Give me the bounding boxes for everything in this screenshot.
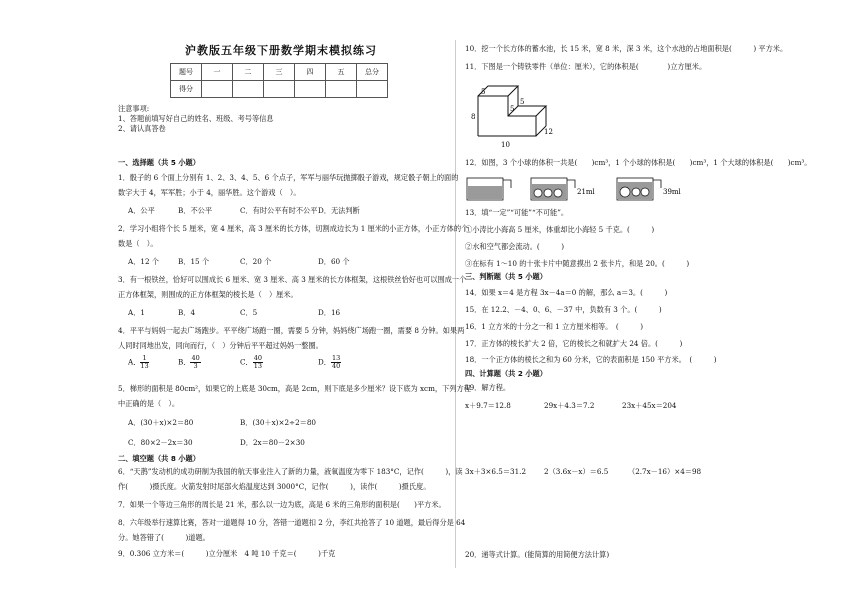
fraction — [253, 355, 263, 370]
question-text: ③在标有 1～10 的十张卡片中随意摸出 2 张卡片，和是 20。( ) — [465, 259, 690, 268]
question-text: 分。她答错了( )道题。 — [118, 533, 210, 542]
option-c[interactable]: C．80×2－2x＝30 — [128, 438, 193, 447]
option-a[interactable] — [128, 355, 149, 370]
option-b[interactable]: B．不公平 — [178, 206, 213, 215]
option-d[interactable]: D．无法判断 — [318, 206, 360, 215]
fraction-denominator: 3 — [193, 361, 198, 370]
score-header-cell: 题号 — [171, 64, 202, 81]
question-text: 1．骰子的 6 个面上分别有 1、2、3、4、5、6 个点子，军军与丽华玩抛掷骰子游戏，规定骰子朝上的面的 — [118, 173, 459, 182]
score-header-cell: 一 — [202, 64, 233, 81]
score-header-cell: 总分 — [357, 64, 388, 81]
fraction-numerator: 1 — [140, 355, 148, 363]
dimension-label: 12 — [544, 128, 553, 136]
equation: 2（3.6x－x）＝6.5 — [544, 467, 609, 476]
score-header-cell: 二 — [233, 64, 264, 81]
question-text: 6．“天鹊”发动机的成功研制为我国的航天事业注入了新的力量，液氧温度为零下 183°C，记作( )，读 — [118, 467, 463, 476]
score-cell[interactable] — [326, 81, 357, 98]
question-text: 12．如图，3 个小球的体积一共是( )cm³，1 个小球的体积是( )cm³，1 个大球的体积是( )cm³。 — [465, 158, 812, 167]
question-text: 中正确的是（ ）。 — [118, 399, 180, 408]
question-text: 4．平平与妈妈一起去广场跑步。平平绕广场跑一圈，需要 5 分钟，妈妈绕广场跑一圈，需要 8 分钟。如果两 — [118, 326, 465, 335]
equation: （2.7x－16）×4＝98 — [628, 467, 702, 476]
dimension-label: 10 — [501, 141, 510, 149]
question-text: ②水和空气都会流动。( ) — [465, 242, 565, 251]
question-text: 14．如果 x＝4 是方程 3x－4a＝0 的解，那么 a＝3。( ) — [465, 288, 668, 297]
section-heading: 四、计算题（共 2 小题） — [465, 369, 547, 378]
option-c[interactable]: C．5 — [240, 308, 258, 317]
equation: x＋9.7＝12.8 — [465, 401, 511, 410]
question-text: 数是（ ）。 — [118, 239, 158, 248]
option-c[interactable]: C．有时公平有时不公平 — [240, 206, 318, 215]
fraction-denominator: 40 — [331, 361, 341, 370]
section-heading: 二、填空题（共 8 小题） — [118, 454, 200, 463]
option-b[interactable] — [178, 355, 201, 370]
beakers-figure — [465, 174, 695, 204]
question-text: 正方体框架，则围成的正方体框架的棱长是（ ）厘米。 — [118, 290, 298, 299]
dimension-label: 5 — [510, 105, 515, 113]
score-table — [170, 63, 388, 98]
question-text: 13．填“一定”“可能”“不可能”。 — [465, 208, 569, 217]
option-d[interactable]: D．60 个 — [318, 257, 350, 266]
section-heading: 三、判断题（共 5 小题） — [465, 272, 547, 281]
question-text: 7．如果一个等边三角形的周长是 21 米，那么以一边为底，高是 6 米的三角形的面积是( )平方米。 — [118, 500, 446, 509]
score-header-cell: 四 — [295, 64, 326, 81]
question-text: 9．0.306 立方米＝( )立分厘米 4 吨 10 千克＝( )千克 — [118, 549, 336, 558]
fraction-denominator: 13 — [253, 361, 262, 370]
option-a[interactable]: A．公平 — [128, 206, 155, 215]
question-text: 作( )摄氏度。火箭发射时尾部火焰温度达到 3000°C，记作( )，读作( )摄氏度。 — [118, 482, 431, 491]
dimension-label: 5 — [520, 98, 525, 106]
notes-title: 注意事项: — [118, 104, 150, 113]
question-text: 8．六年级举行速算比赛，答对一道题得 10 分，答错一道题扣 2 分，李红共抢答了 10 道题，最后得分是 64 — [118, 518, 466, 527]
section-heading: 一、选择题（共 5 小题） — [118, 158, 200, 167]
option-b[interactable]: B．15 个 — [178, 257, 210, 266]
question-text: 15．在 12.2、－4、0、6、－37 中，负数有 3 个。( ) — [465, 305, 662, 314]
column-divider — [455, 40, 456, 568]
score-header-cell: 五 — [326, 64, 357, 81]
option-b[interactable]: B．4 — [178, 308, 196, 317]
equation: 29x＋4.3＝7.2 — [544, 401, 595, 410]
score-cell[interactable] — [295, 81, 326, 98]
option-label: A． — [128, 357, 141, 367]
note-line: 1、答题前填写好自己的姓名、班级、考号等信息 — [118, 114, 274, 123]
question-text: 10．挖一个长方体的蓄水池，长 15 米，宽 8 米，深 3 米，这个水池的占地面积是( ) 平方米。 — [465, 44, 788, 53]
score-cell[interactable] — [202, 81, 233, 98]
page-title: 沪教版五年级下册数学期末模拟练习 — [185, 44, 377, 57]
fraction — [331, 355, 341, 370]
score-header-cell: 三 — [264, 64, 295, 81]
fraction-numerator: 40 — [191, 354, 200, 362]
fraction — [140, 355, 148, 370]
option-a[interactable]: A．(30＋x)×2＝80 — [128, 418, 194, 427]
fraction-numerator: 13 — [331, 354, 341, 362]
note-line: 2、请认真答卷 — [118, 124, 166, 133]
dimension-label: 8 — [471, 113, 476, 121]
option-b[interactable]: B．(30＋x)×2÷2＝80 — [240, 418, 316, 427]
option-c[interactable] — [240, 355, 263, 370]
question-text: 20．递等式计算。(能简算的用简便方法计算) — [465, 550, 610, 559]
question-text: 17．正方体的棱长扩大 2 倍，它的棱长之和就扩大 24 倍。( ) — [465, 339, 683, 348]
option-d[interactable] — [318, 355, 341, 370]
option-a[interactable]: A．12 个 — [128, 257, 159, 266]
question-text: 16．1 立方米的十分之一和 1 立方厘米相等。 ( ) — [465, 322, 644, 331]
dimension-label: 5 — [481, 88, 486, 96]
score-cell[interactable] — [357, 81, 388, 98]
option-label: B． — [178, 357, 191, 367]
equation: 23x＋45x＝204 — [622, 401, 677, 410]
option-c[interactable]: C．20 个 — [240, 257, 272, 266]
fraction — [190, 355, 200, 370]
option-label: C． — [240, 357, 253, 367]
question-text: 3．有一根铁丝，恰好可以围成长 6 厘米、宽 3 厘米、高 3 厘米的长方体框架，这根铁丝恰好也可以围成一个 — [118, 275, 467, 284]
option-d[interactable]: D．2x＝80－2×30 — [240, 438, 305, 447]
question-text: 19．解方程。 — [465, 383, 511, 392]
question-text: 2．学习小组将个长 5 厘米，宽 4 厘米，高 3 厘米的长方体，切割成边长为 1 厘米的小正方体，小正方体的个 — [118, 224, 469, 233]
beaker-volume-label: 21ml — [577, 188, 595, 196]
question-text: 11．下图是一个铸铁零件（单位：厘米），它的体积是( )立方厘米。 — [465, 62, 707, 71]
question-text: 数字大于 4，军军胜；小于 4，丽华胜。这个游戏（ ）。 — [118, 188, 301, 197]
question-text: 18．一个正方体的棱长之和为 60 分米，它的表面积是 150 平方米。 ( ) — [465, 355, 717, 364]
option-label: D． — [318, 357, 331, 367]
equation: 3x＋3×6.5＝31.2 — [465, 467, 527, 476]
fraction-denominator: 13 — [140, 361, 149, 370]
option-d[interactable]: D．16 — [318, 308, 341, 317]
score-row-label: 得分 — [171, 81, 202, 98]
question-text: 5．梯形的面积是 80cm²，如果它的上底是 30cm，高是 2cm，则下底是多少厘米？设下底为 xcm，下列方程 — [118, 384, 471, 393]
score-cell[interactable] — [264, 81, 295, 98]
fraction-numerator: 40 — [253, 354, 262, 362]
cast-iron-part-figure — [468, 76, 568, 150]
question-text: 人同时同地出发，同向而行，（ ）分钟后平平超过妈妈一整圈。 — [118, 341, 323, 350]
option-a[interactable]: A．1 — [128, 308, 145, 317]
score-cell[interactable] — [233, 81, 264, 98]
beaker-volume-label: 39ml — [663, 188, 681, 196]
question-text: ①小涛比小海高 5 厘米，体重却比小海轻 5 千克。( ) — [465, 225, 655, 234]
